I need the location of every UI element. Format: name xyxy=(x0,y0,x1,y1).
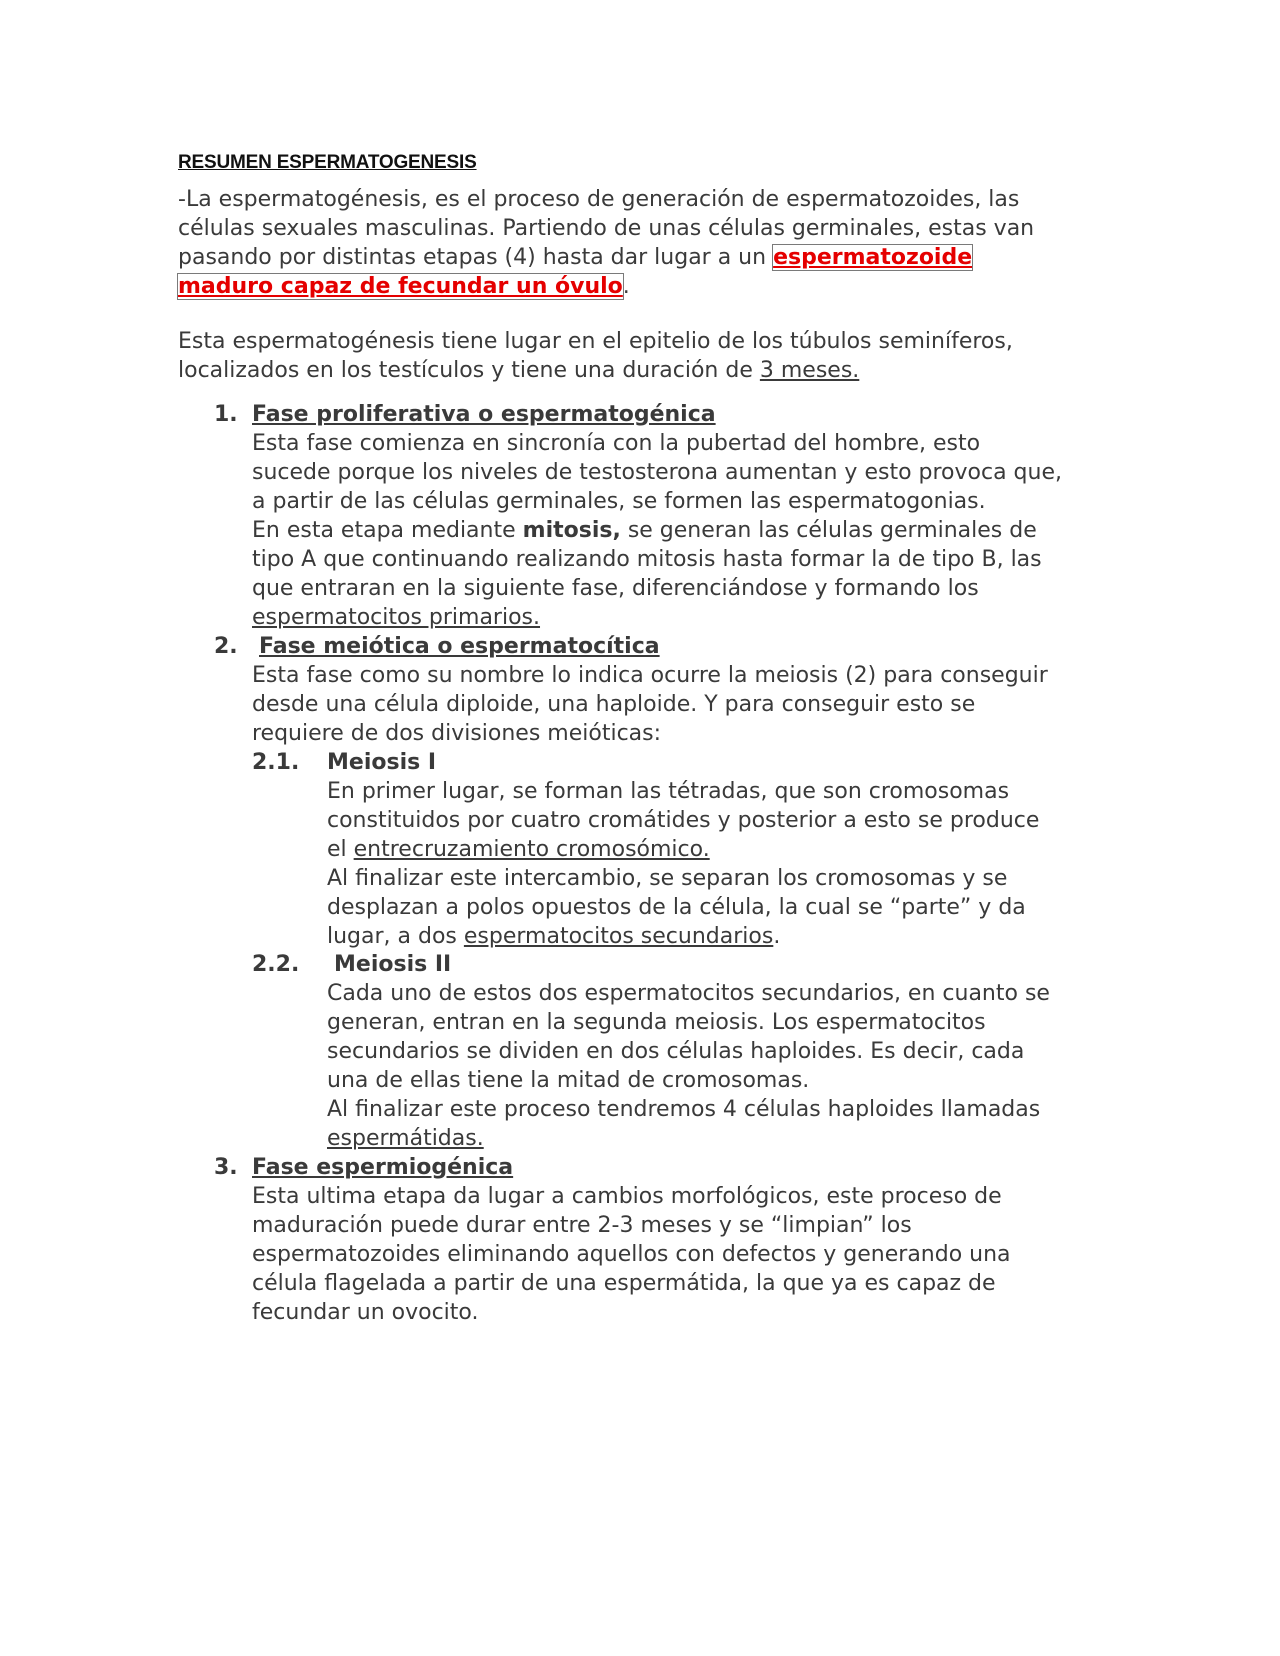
meiosis-1-line-6-post: . xyxy=(773,924,781,949)
phase-2-line-1: Esta fase como su nombre lo indica ocurre la meiosis (2) para conseguir xyxy=(252,663,1048,688)
meiosis-1-line-3-pre: el xyxy=(327,837,354,862)
phase-1-line-7: espermatocitos primarios. xyxy=(252,605,541,630)
meiosis-1-line-6-pre: lugar, a dos xyxy=(327,924,464,949)
document-title: RESUMEN ESPERMATOGENESIS xyxy=(178,152,477,173)
meiosis-1-line-5: desplazan a polos opuestos de la célula, la cual se “parte” y da xyxy=(327,895,1026,920)
subphase-2-1-heading: Meiosis I xyxy=(327,750,437,775)
intro-line-4-period: . xyxy=(622,274,630,299)
meiosis-2-line-4: una de ellas tiene la mitad de cromosomas. xyxy=(327,1068,810,1093)
meiosis-2-line-1: Cada uno de estos dos espermatocitos secundarios, en cuanto se xyxy=(327,981,1050,1006)
location-line-2 xyxy=(178,356,1098,385)
meiosis-1-line-2: constituidos por cuatro cromátides y posterior a esto se produce xyxy=(327,808,1040,833)
phase-3-heading: Fase espermiogénica xyxy=(252,1155,514,1180)
subphase-2-1-body xyxy=(327,777,1039,951)
phase-1-line-4 xyxy=(252,516,1062,545)
intro-line-1: -La espermatogénesis, es el proceso de generación de espermatozoides, las xyxy=(178,187,1020,212)
phase-1-body xyxy=(252,429,1062,632)
phase-1-line-1: Esta fase comienza en sincronía con la pubertad del hombre, esto xyxy=(252,431,981,456)
phase-1-line-4-post: se generan las células germinales de xyxy=(620,518,1037,543)
phase-1-number: 1. xyxy=(214,402,238,427)
subphase-2-2-number: 2.2. xyxy=(252,952,300,977)
phase-2-line-3: requiere de dos divisiones meióticas: xyxy=(252,721,662,746)
phase-3-line-4: célula flagelada a partir de una espermátida, la que ya es capaz de xyxy=(252,1271,996,1296)
secondary-spermatocytes-term: espermatocitos secundarios xyxy=(463,924,774,949)
meiosis-2-line-3: secundarios se dividen en dos células haploides. Es decir, cada xyxy=(327,1039,1025,1064)
meiosis-1-line-6 xyxy=(327,922,1039,951)
subphase-2-2-heading: Meiosis II xyxy=(334,952,452,977)
spermatids-term: espermátidas. xyxy=(327,1126,484,1151)
phase-2-line-2: desde una célula diploide, una haploide. Y para conseguir esto se xyxy=(252,692,976,717)
meiosis-2-line-2: generan, entran en la segunda meiosis. Los espermatocitos xyxy=(327,1010,986,1035)
phase-3-body xyxy=(252,1182,1011,1327)
phase-2-heading: Fase meiótica o espermatocítica xyxy=(259,634,660,659)
phase-3-line-3: espermatozoides eliminando aquellos con defectos y generando una xyxy=(252,1242,1011,1267)
meiosis-1-line-4: Al finalizar este intercambio, se separan los cromosomas y se xyxy=(327,866,1008,891)
phase-1-heading: Fase proliferativa o espermatogénica xyxy=(252,402,716,427)
phase-3-line-1: Esta ultima etapa da lugar a cambios morfológicos, este proceso de xyxy=(252,1184,1002,1209)
phase-2-body xyxy=(252,661,1048,748)
intro-line-2: células sexuales masculinas. Partiendo de unas células germinales, estas van xyxy=(178,216,1035,241)
mitosis-term: mitosis, xyxy=(522,518,621,543)
duration-value: 3 meses. xyxy=(759,358,860,383)
crossing-over-term: entrecruzamiento cromosómico. xyxy=(353,837,710,862)
subphase-2-1-number: 2.1. xyxy=(252,750,300,775)
phase-3-line-5: fecundar un ovocito. xyxy=(252,1300,479,1325)
phase-3-line-2: maduración puede durar entre 2-3 meses y se “limpian” los xyxy=(252,1213,912,1238)
meiosis-1-line-1: En primer lugar, se forman las tétradas, que son cromosomas xyxy=(327,779,1010,804)
phase-1-line-5: tipo A que continuando realizando mitosis hasta formar la de tipo B, las xyxy=(252,547,1042,572)
phase-2-number: 2. xyxy=(214,634,238,659)
phase-1-line-3: a partir de las células germinales, se formen las espermatogonias. xyxy=(252,489,986,514)
intro-line-3 xyxy=(178,243,1098,272)
intro-line-4 xyxy=(178,272,1098,301)
location-line-1: Esta espermatogénesis tiene lugar en el epitelio de los túbulos seminíferos, xyxy=(178,329,1013,354)
highlighted-phrase-part-2: maduro capaz de fecundar un óvulo xyxy=(178,274,623,299)
phase-1-line-4-pre: En esta etapa mediante xyxy=(252,518,523,543)
phase-1-line-6: que entraran en la siguiente fase, diferenciándose y formando los xyxy=(252,576,979,601)
intro-paragraph xyxy=(178,185,1098,301)
phase-1-line-2: sucede porque los niveles de testosterona aumentan y esto provoca que, xyxy=(252,460,1062,485)
location-line-2-text: localizados en los testículos y tiene una duración de xyxy=(178,358,760,383)
intro-line-3-text: pasando por distintas etapas (4) hasta dar lugar a un xyxy=(178,245,774,270)
phase-3-number: 3. xyxy=(214,1155,238,1180)
meiosis-1-line-3 xyxy=(327,835,1039,864)
highlighted-phrase-part-1: espermatozoide xyxy=(773,245,973,270)
meiosis-2-line-5: Al finalizar este proceso tendremos 4 células haploides llamadas xyxy=(327,1097,1041,1122)
subphase-2-2-body xyxy=(327,979,1050,1153)
location-paragraph xyxy=(178,327,1098,385)
